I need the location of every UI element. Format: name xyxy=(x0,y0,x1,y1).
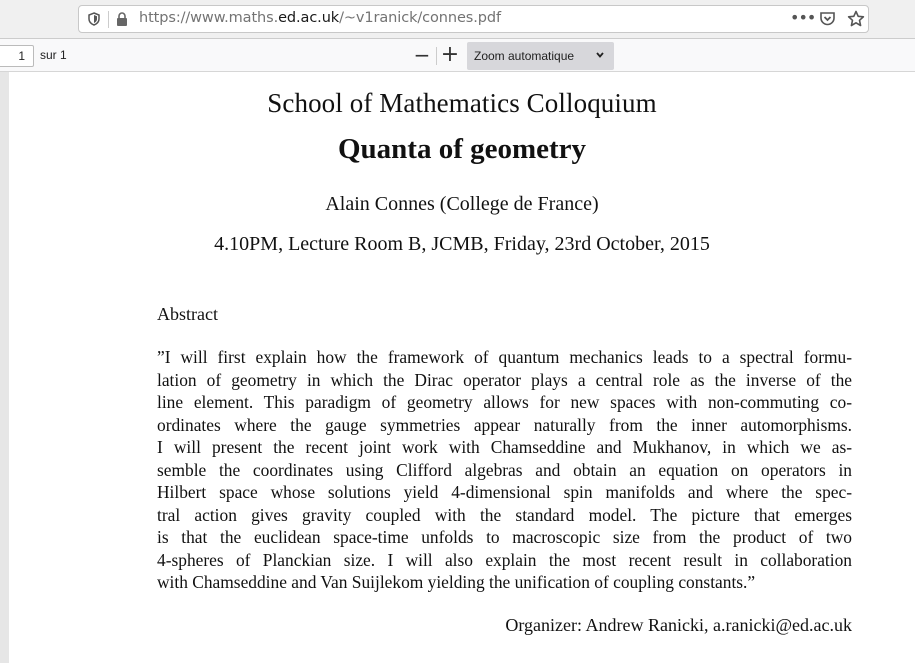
abstract-line: semble the coordinates using Clifford algebras and obtain an equation on operators in xyxy=(157,459,852,480)
series-title: School of Mathematics Colloquium xyxy=(267,88,657,118)
chevron-down-icon xyxy=(596,52,604,58)
url-path: /~v1ranick/connes.pdf xyxy=(339,10,501,26)
more-icon[interactable]: ••• xyxy=(790,8,816,27)
page-count-label: sur 1 xyxy=(40,48,67,62)
abstract-line: tral action gives gravity coupled with the standard model. The picture that emerges xyxy=(157,504,852,525)
pdf-page xyxy=(9,72,915,663)
url-text[interactable] xyxy=(139,10,501,26)
abstract-line: line element. This paradigm of geometry allows for new spaces with non-commuting co- xyxy=(157,392,852,412)
abstract-line: 4-spheres of Planckian size. I will also explain the most recent result in collaboration xyxy=(157,549,852,570)
url-separator xyxy=(108,11,109,28)
abstract-line: is that the euclidean space-time unfolds to macroscopic size from the product of two xyxy=(157,527,852,547)
page-number-input[interactable]: 1 xyxy=(0,45,34,67)
zoom-in-button[interactable]: + xyxy=(440,42,460,67)
abstract-line: ”I will first explain how the framework of quantum mechanics leads to a spectral formu- xyxy=(157,347,852,367)
talk-title: Quanta of geometry xyxy=(337,133,587,165)
lock-icon[interactable] xyxy=(116,12,128,26)
abstract-line: Hilbert space whose solutions yield 4-dimensional spin manifolds and where the spec- xyxy=(157,482,852,502)
pocket-icon[interactable] xyxy=(819,11,836,27)
navigation-bar xyxy=(0,0,915,38)
abstract-line: with Chamseddine and Van Suijlekom yielding the unification of coupling constants.” xyxy=(157,572,756,592)
abstract-line: I will present the recent joint work with Chamseddine and Mukhanov, in which we as- xyxy=(157,437,852,457)
zoom-separator xyxy=(436,47,437,65)
pdf-viewer xyxy=(0,72,915,663)
abstract-heading: Abstract xyxy=(157,304,218,324)
abstract-line: ordinates where the gauge symmetries appear naturally from the inner automorphisms. xyxy=(157,414,852,435)
time-location: 4.10PM, Lecture Room B, JCMB, Friday, 23rd October, 2015 xyxy=(214,233,710,255)
shield-icon[interactable] xyxy=(87,12,101,26)
abstract-line: lation of geometry in which the Dirac operator plays a central role as the inverse of the xyxy=(157,369,852,390)
speaker: Alain Connes (College de France) xyxy=(325,193,599,215)
organizer-line: Organizer: Andrew Ranicki, a.ranicki@ed.ac.uk xyxy=(505,615,852,635)
url-domain: ed.ac.uk xyxy=(278,10,340,26)
zoom-out-button[interactable]: − xyxy=(413,43,431,67)
zoom-select-value: Zoom automatique xyxy=(474,49,575,63)
pdf-toolbar xyxy=(0,38,915,72)
url-prefix: https://www.maths. xyxy=(139,10,279,26)
url-bar[interactable] xyxy=(78,5,869,33)
zoom-select[interactable] xyxy=(467,42,614,70)
abstract-body xyxy=(157,346,852,594)
star-icon[interactable] xyxy=(847,10,865,28)
